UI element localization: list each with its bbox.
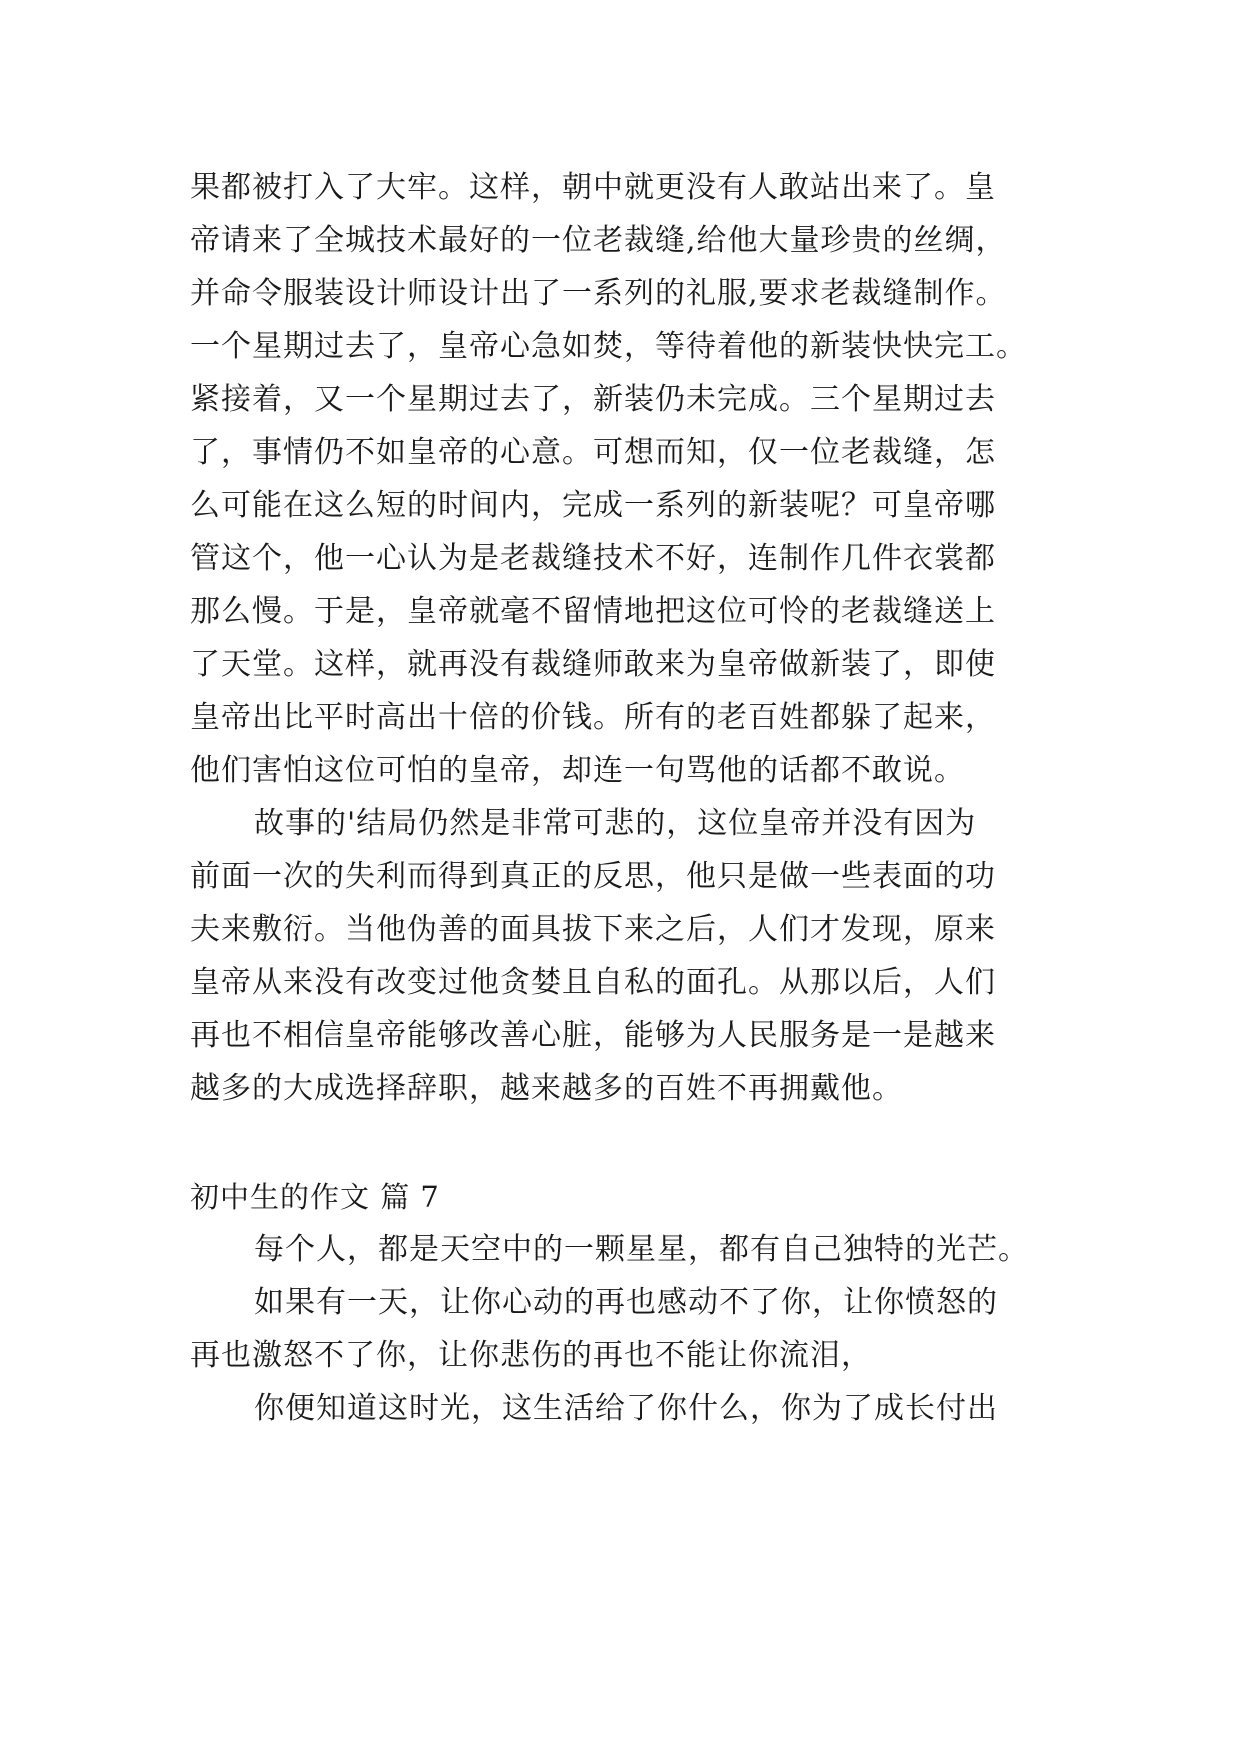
text-line: 管这个，他一心认为是老裁缝技术不好，连制作几件衣裳都: [190, 541, 996, 576]
text-line: 果都被打入了大牢。这样，朝中就更没有人敢站出来了。皇: [190, 170, 996, 205]
text-line: 了，事情仍不如皇帝的心意。可想而知，仅一位老裁缝，怎: [190, 435, 996, 470]
text-line: 帝请来了全城技术最好的一位老裁缝,给他大量珍贵的丝绸，: [190, 223, 1007, 258]
paragraph-first-line: 每个人，都是天空中的一颗星星，都有自己独特的光芒。: [254, 1232, 1029, 1267]
text-line: 他们害怕这位可怕的皇帝，却连一句骂他的话都不敢说。: [190, 753, 965, 788]
text-line: 那么慢。于是，皇帝就毫不留情地把这位可怜的老裁缝送上: [190, 594, 996, 629]
paragraph-first-line: 如果有一天，让你心动的再也感动不了你，让你愤怒的: [254, 1285, 998, 1320]
section-title: 初中生的作文 篇 7: [190, 1180, 440, 1214]
text-line: 紧接着，又一个星期过去了，新装仍未完成。三个星期过去: [190, 382, 996, 417]
text-line: 了天堂。这样，就再没有裁缝师敢来为皇帝做新装了，即使: [190, 647, 996, 682]
text-line: 再也不相信皇帝能够改善心脏，能够为人民服务是一是越来: [190, 1018, 996, 1053]
text-line: 夫来敷衍。当他伪善的面具拔下来之后，人们才发现，原来: [190, 912, 996, 947]
text-line: 前面一次的失利而得到真正的反思，他只是做一些表面的功: [190, 859, 996, 894]
text-line: 么可能在这么短的时间内，完成一系列的新装呢？可皇帝哪: [190, 488, 996, 523]
text-line: 越多的大成选择辞职，越来越多的百姓不再拥戴他。: [190, 1071, 903, 1106]
paragraph-first-line: 故事的'结局仍然是非常可悲的，这位皇帝并没有因为: [254, 806, 977, 841]
text-line: 皇帝出比平时高出十倍的价钱。所有的老百姓都躲了起来，: [190, 700, 996, 735]
text-line: 皇帝从来没有改变过他贪婪且自私的面孔。从那以后，人们: [190, 965, 996, 1000]
text-line: 并命令服装设计师设计出了一系列的礼服,要求老裁缝制作。: [190, 276, 1007, 311]
text-line: 一个星期过去了，皇帝心急如焚，等待着他的新装快快完工。: [190, 329, 1027, 364]
paragraph-first-line: 你便知道这时光，这生活给了你什么，你为了成长付出: [254, 1391, 998, 1426]
text-line: 再也激怒不了你，让你悲伤的再也不能让你流泪，: [190, 1338, 872, 1373]
